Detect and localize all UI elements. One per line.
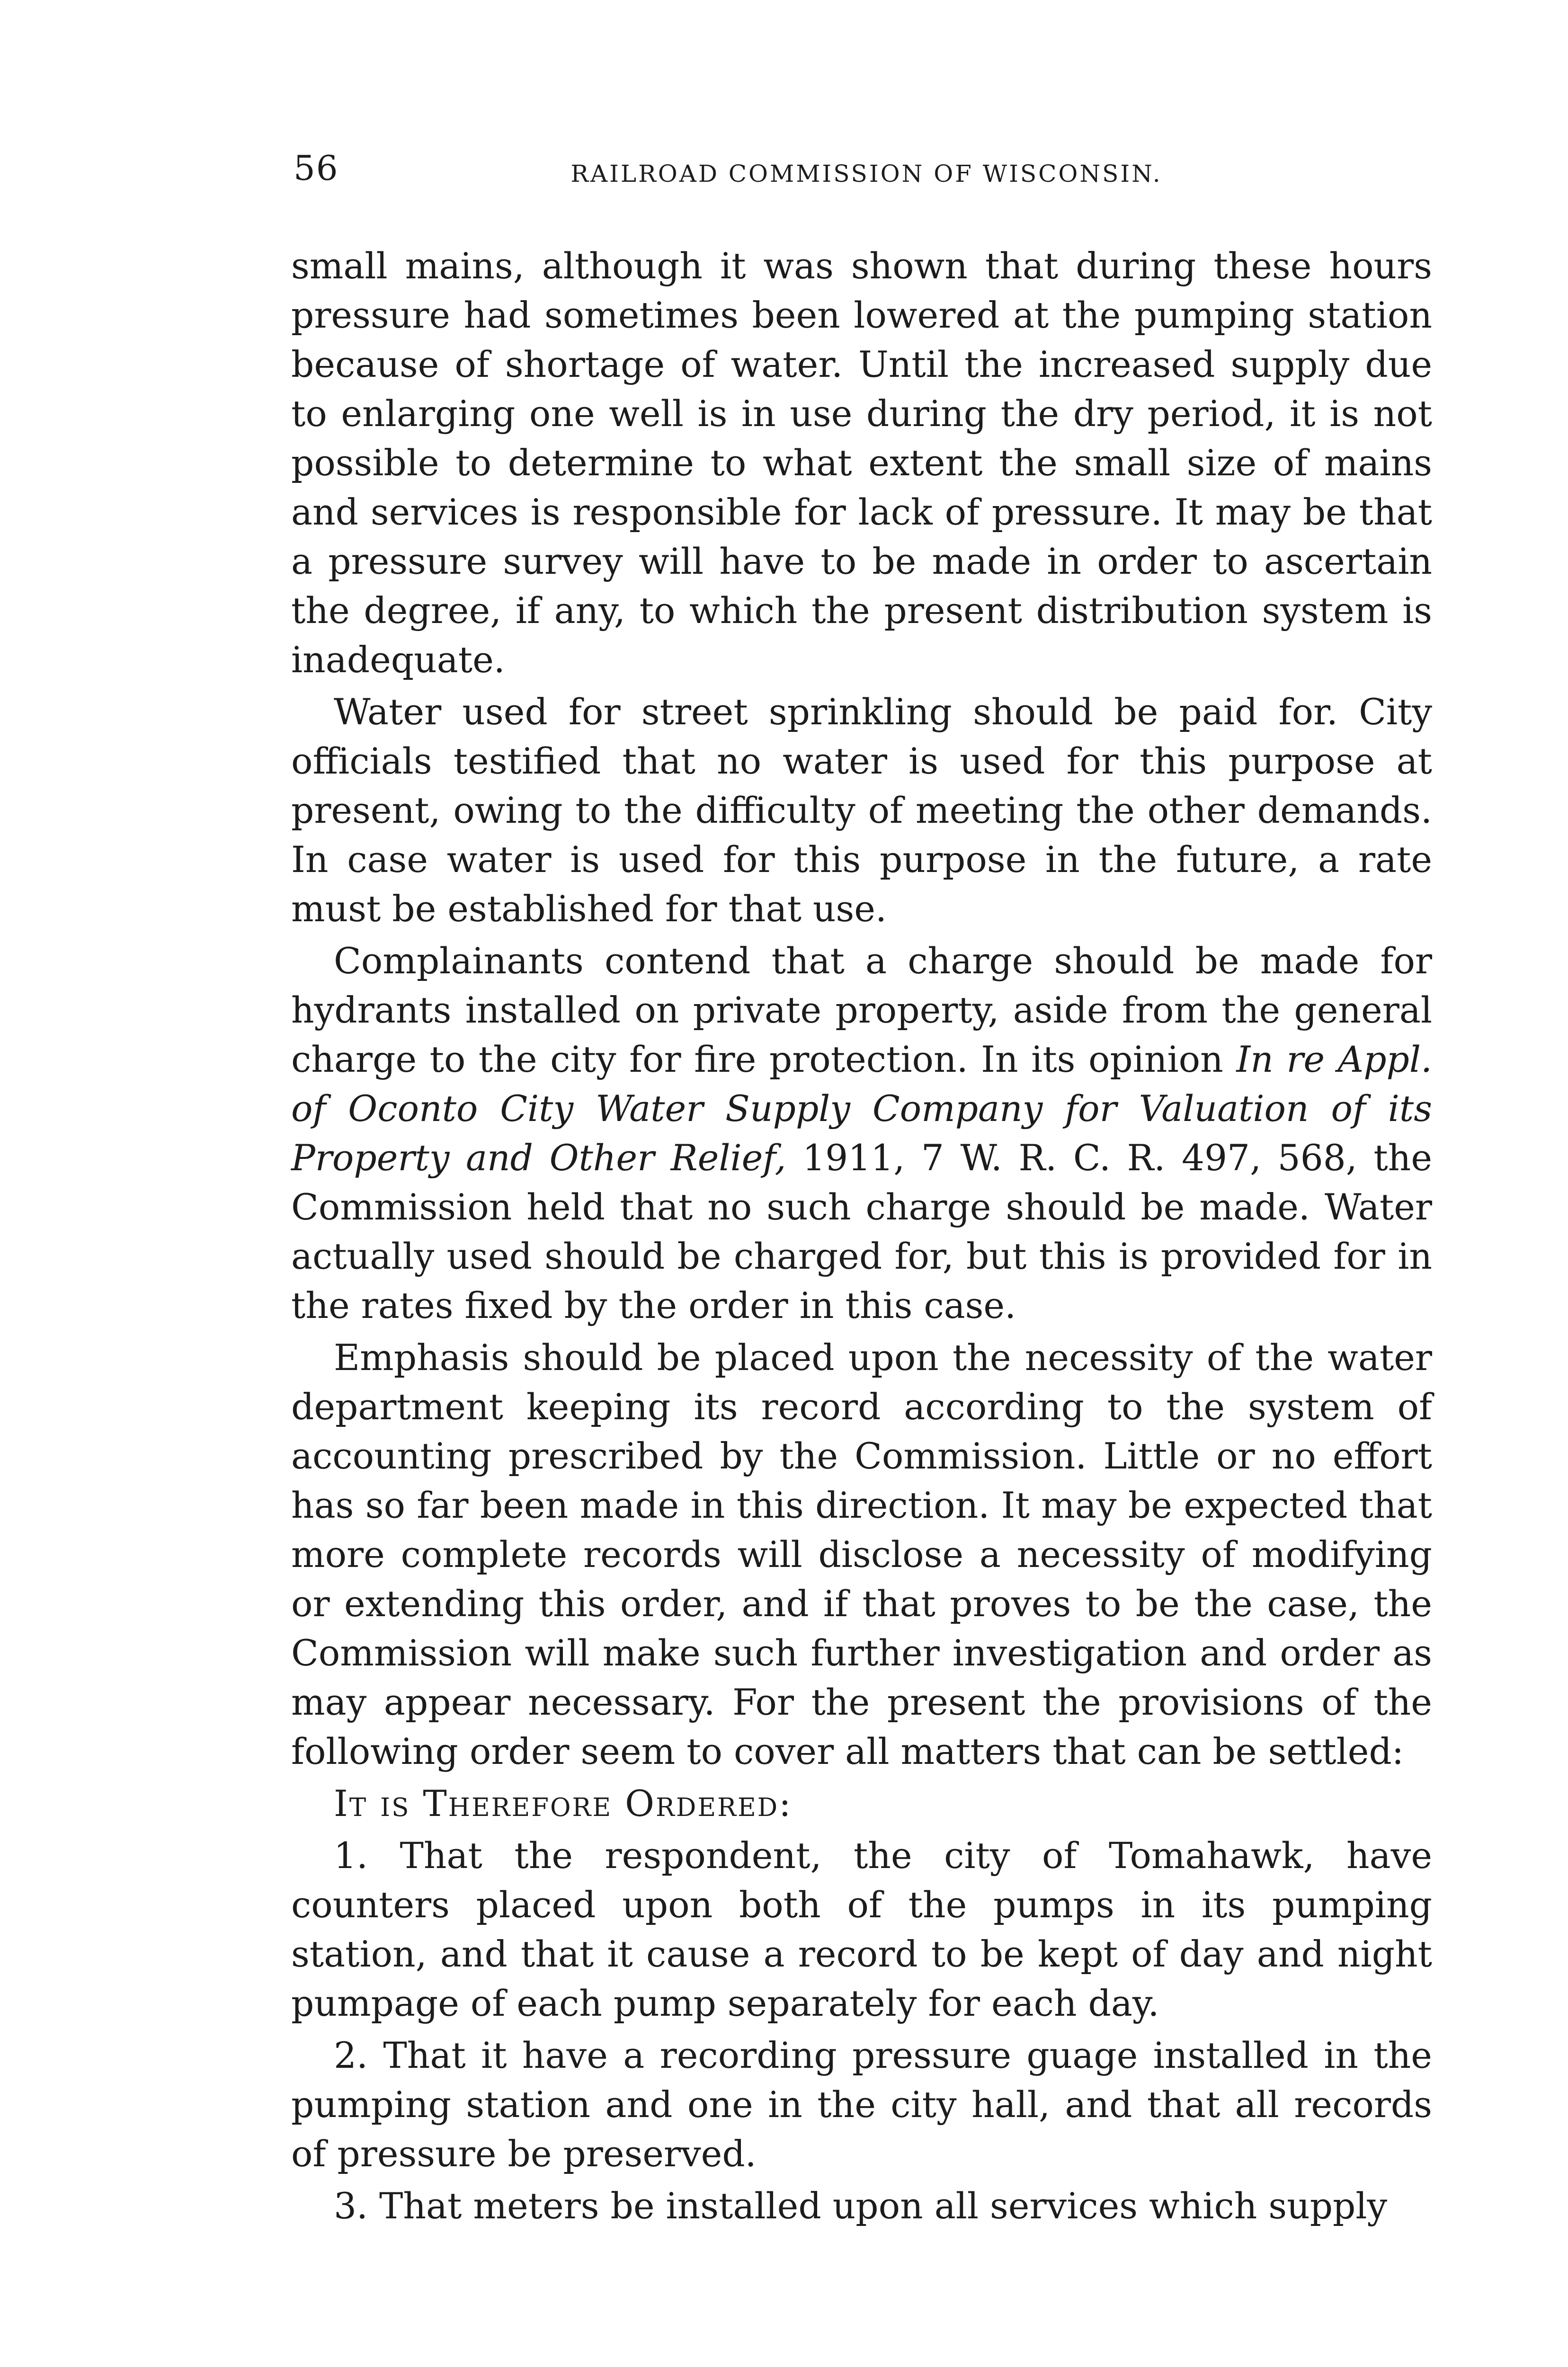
paragraph-text: Complainants contend that a charge should be made for hydrants installed on private property, aside from the general charge to the city for fire protection. In its opinion (291, 940, 1432, 1080)
order-item-1: 1. That the respondent, the city of Tomahawk, have counters placed upon both of the pumps in its pumping station, and that it cause a record to be kept of day and night pumpage of each pump separately for each day. (291, 1835, 1432, 2024)
page-number: 56 (294, 148, 339, 188)
running-title: RAILROAD COMMISSION OF WISCONSIN. (570, 160, 1162, 187)
running-head (294, 142, 1439, 194)
paragraph-continued: small mains, although it was shown that during these hours pressure had sometimes been lowered at the pumping station because of shortage of water. Until the increased supply due to enlarging one well is in use during the dry period, it is not possible to determine to what extent the small size of mains and services is responsible for lack of pressure. It may be that a pressure survey will have to be made in order to ascertain the degree, if any, to which the present distribution system is inadequate. (291, 245, 1432, 681)
order-item-2: 2. That it have a recording pressure guage installed in the pumping station and one in the city hall, and that all records of pressure be preserved. (291, 2035, 1432, 2175)
paragraph-text: 1911, 7 W. R. C. R. 497, 568, the Commission held that no such charge should be made. Water actually used should be charged for, but this is provided for in the rates fixed by the order in this case. (291, 1137, 1432, 1326)
order-item-3: 3. That meters be installed upon all services which supply (334, 2185, 1388, 2227)
body-text (291, 241, 1432, 2231)
case-citation: In re Appl. of Oconto City Water Supply Company for Valuation of its Property and Other Relief, (291, 1039, 1432, 1179)
paragraph-accounting-records: Emphasis should be placed upon the necessity of the water department keeping its record according to the system of accounting prescribed by the Commission. Little or no effort has so far been made in this direction. It may be expected that more complete records will disclose a necessity of modifying or extending this order, and if that proves to be the case, the Commission will make such further investigation and order as may appear necessary. For the present the provisions of the following order seem to cover all matters that can be settled: (291, 1337, 1432, 1772)
order-heading: It is Therefore Ordered: (334, 1783, 793, 1824)
paragraph-hydrant-charges (291, 936, 1432, 1330)
paragraph-street-sprinkling: Water used for street sprinkling should be paid for. City officials testified that no water is used for this purpose at present, owing to the difficulty of meeting the other demands. In case water is used for this purpose in the future, a rate must be established for that use. (291, 691, 1432, 930)
